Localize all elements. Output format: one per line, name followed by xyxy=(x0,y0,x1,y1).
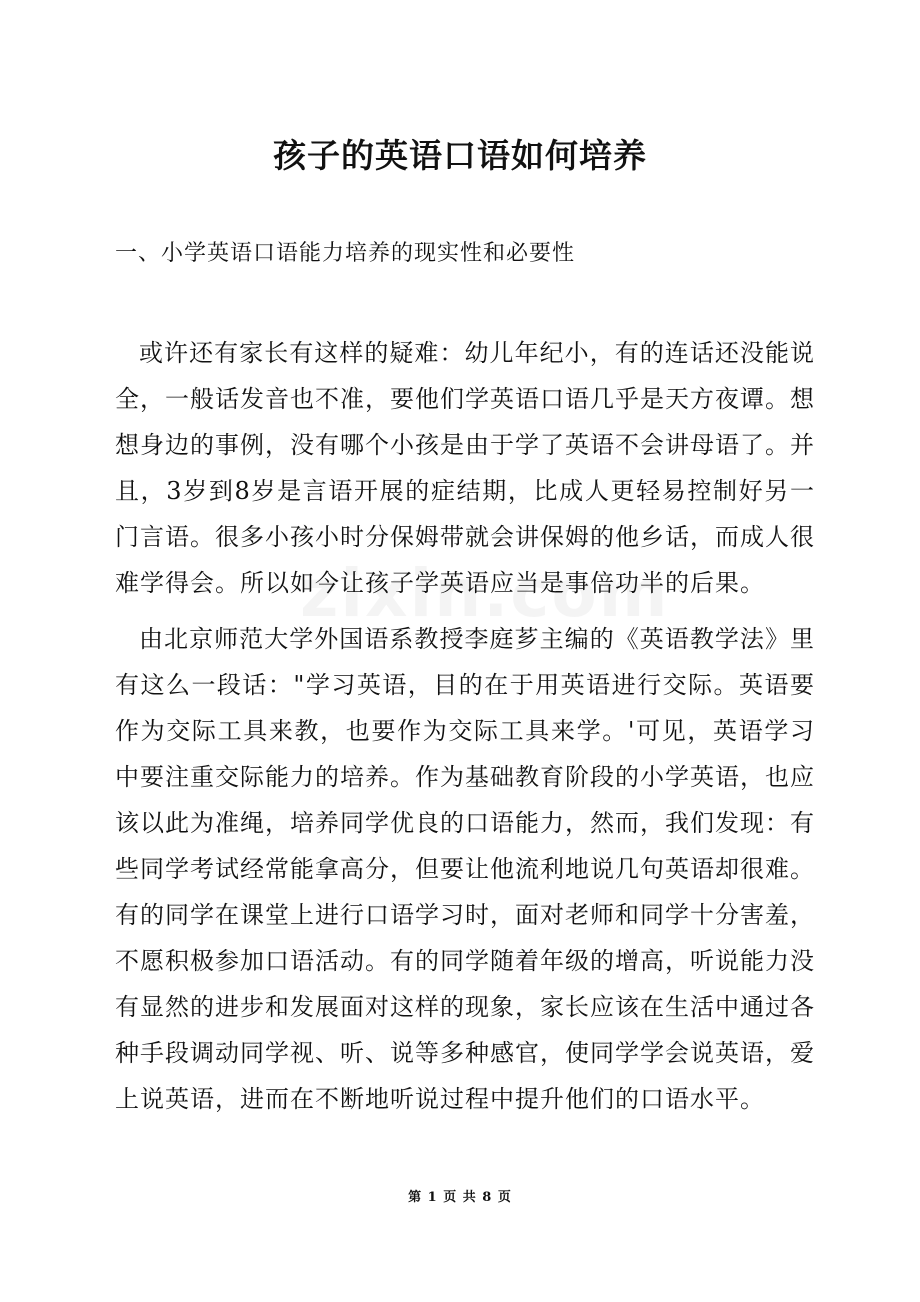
body-paragraph: 或许还有家长有这样的疑难：幼儿年纪小，有的连话还没能说全，一般话发音也不准，要他们学英语口语几乎是天方夜谭。想想身边的事例，没有哪个小孩是由于学了英语不会讲母语了。并且，3岁到8岁是言语开展的症结期，比成人更轻易控制好另一门言语。很多小孩小时分保姆带就会讲保姆的他乡话，而成人很难学得会。所以如今让孩子学英语应当是事倍功半的后果。 xyxy=(115,339,815,597)
page-title: 孩子的英语口语如何培养 xyxy=(273,136,647,175)
section-heading: 一、小学英语口语能力培养的现实性和必要性 xyxy=(115,241,576,266)
page-footer: 第 1 页 共 8 页 xyxy=(408,1190,512,1205)
body-paragraph: 由北京师范大学外国语系教授李庭芗主编的《英语教学法》里有这么一段话："学习英语，目的在于用英语进行交际。英语要作为交际工具来教，也要作为交际工具来学。'可见，英语学习中要注重交际能力的培养。作为基础教育阶段的小学英语，也应该以此为准绳，培养同学优良的口语能力，然而，我们发现：有些同学考试经常能拿高分，但要让他流利地说几句英语却很难。有的同学在课堂上进行口语学习时，面对老师和同学十分害羞，不愿积极参加口语活动。有的同学随着年级的增高，听说能力没有显然的进步和发展面对这样的现象，家长应该在生活中通过各种手段调动同学视、听、说等多种感官，使同学学会说英语，爱上说英语，进而在不断地听说过程中提升他们的口语水平。 xyxy=(115,625,815,1113)
